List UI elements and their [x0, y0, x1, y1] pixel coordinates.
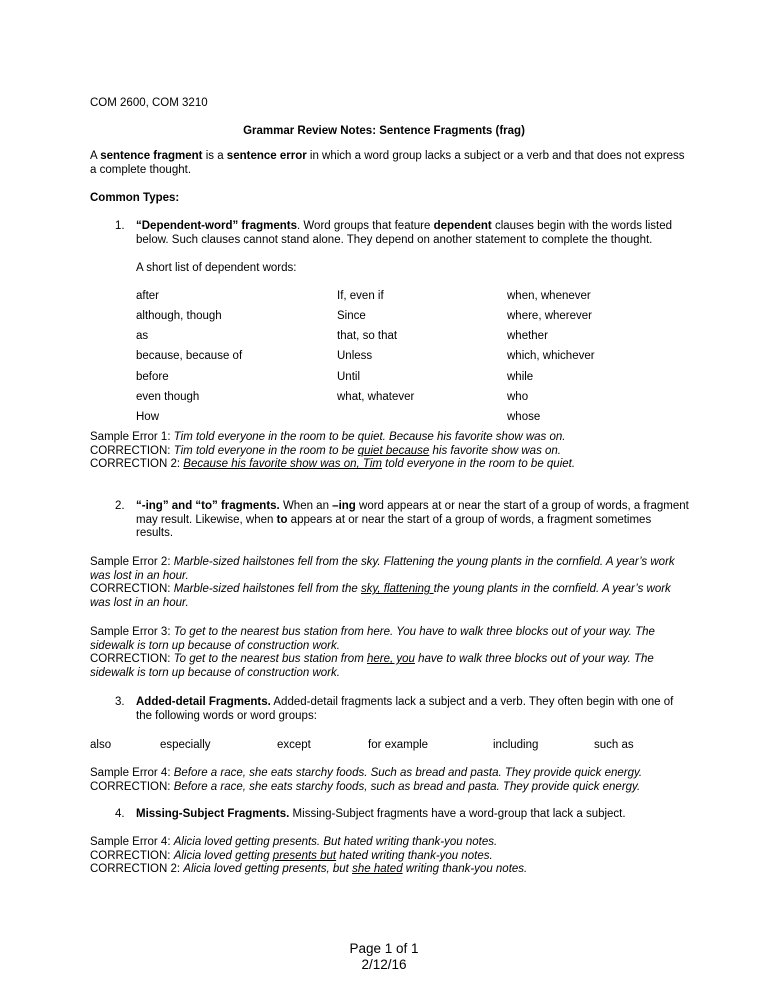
table-cell: because, because of	[136, 350, 243, 362]
added-detail-word: also	[90, 739, 112, 751]
table-cell: while	[507, 371, 534, 383]
table-cell: Since	[337, 310, 366, 322]
table-cell: where, wherever	[507, 310, 593, 322]
table-cell: when, whenever	[507, 290, 591, 302]
table-cell: that, so that	[337, 330, 398, 342]
added-detail-word: for example	[368, 739, 429, 751]
table-cell: How	[136, 411, 160, 423]
table-cell: after	[136, 290, 160, 302]
page-title: Grammar Review Notes: Sentence Fragments (frag)	[243, 125, 525, 137]
table-cell: what, whatever	[337, 391, 415, 403]
added-detail-word: especially	[160, 739, 211, 751]
added-detail-word: except	[277, 739, 311, 751]
table-cell: as	[136, 330, 149, 342]
type2-paragraph: “-ing” and “to” fragments. When an –ing word appears at or near the start of a group of words, a fragment may result. Likewise, when to appears at or near the start of a group of words, a fragment sometimes results.	[136, 500, 689, 539]
table-cell: even though	[136, 391, 200, 403]
sample-error-2: Sample Error 2: Marble-sized hailstones fell from the sky. Flattening the young plants in the cornfield. A year’s work was lost in an hour. CORRECTION: Marble-sized hailstones fell from the sky, flattening the young plants in the cornfield. A year’s work was lost in an hour.	[90, 556, 675, 609]
sample-error-3: Sample Error 3: To get to the nearest bus station from here. You have to walk three blocks out of your way. The sidewalk is torn up because of construction work. CORRECTION: To get to the nearest bus station from here, you have to walk three blocks out of your way. The sidewalk is torn up because of construction work.	[90, 626, 655, 679]
dependent-words-intro: A short list of dependent words:	[136, 262, 297, 274]
table-cell: before	[136, 371, 169, 383]
table-cell: Until	[337, 371, 361, 383]
added-detail-words	[90, 739, 690, 753]
added-detail-word: such as	[594, 739, 634, 751]
type4-paragraph: Missing-Subject Fragments. Missing-Subject fragments have a word-group that lack a subject.	[136, 808, 626, 820]
course-codes: COM 2600, COM 3210	[90, 97, 208, 109]
sample-error-1: Sample Error 1: Tim told everyone in the room to be quiet. Because his favorite show was on. CORRECTION: Tim told everyone in the room to be quiet because his favorite show was on. CORRECTION 2: Because his favorite show was on, Tim told everyone in the room to be quiet.	[90, 431, 576, 470]
type2-number: 2.	[115, 500, 125, 512]
type1-number: 1.	[115, 220, 125, 232]
definition-paragraph: A sentence fragment is a sentence error in which a word group lacks a subject or a verb and that does not express a complete thought.	[90, 150, 685, 176]
footer-date: 2/12/16	[361, 957, 407, 972]
sample-error-5: Sample Error 4: Alicia loved getting presents. But hated writing thank-you notes. CORRECTION: Alicia loved getting presents but hated writing thank-you notes. CORRECTION 2: Alicia loved getting presents, but she hated writing thank-you notes.	[90, 836, 528, 875]
type4-number: 4.	[115, 808, 125, 820]
page-number: Page 1 of 1	[349, 941, 419, 956]
sample-error-4: Sample Error 4: Before a race, she eats starchy foods. Such as bread and pasta. They provide quick energy. CORRECTION: Before a race, she eats starchy foods, such as bread and pasta. They provide quick energy.	[90, 767, 643, 793]
table-cell: whose	[507, 411, 541, 423]
table-cell: If, even if	[337, 290, 384, 302]
type3-paragraph: Added-detail Fragments. Added-detail fragments lack a subject and a verb. They often begin with one of the following words or word groups:	[136, 696, 674, 722]
common-types-heading: Common Types:	[90, 192, 180, 204]
table-cell: although, though	[136, 310, 222, 322]
table-cell: whether	[507, 330, 548, 342]
added-detail-word: including	[493, 739, 539, 751]
table-cell: which, whichever	[507, 350, 595, 362]
table-cell: Unless	[337, 350, 373, 362]
type1-paragraph: “Dependent-word” fragments. Word groups that feature dependent clauses begin with the words listed below. Such clauses cannot stand alone. They depend on another statement to complete the thought.	[136, 220, 673, 246]
type3-number: 3.	[115, 696, 125, 708]
table-cell: who	[507, 391, 529, 403]
